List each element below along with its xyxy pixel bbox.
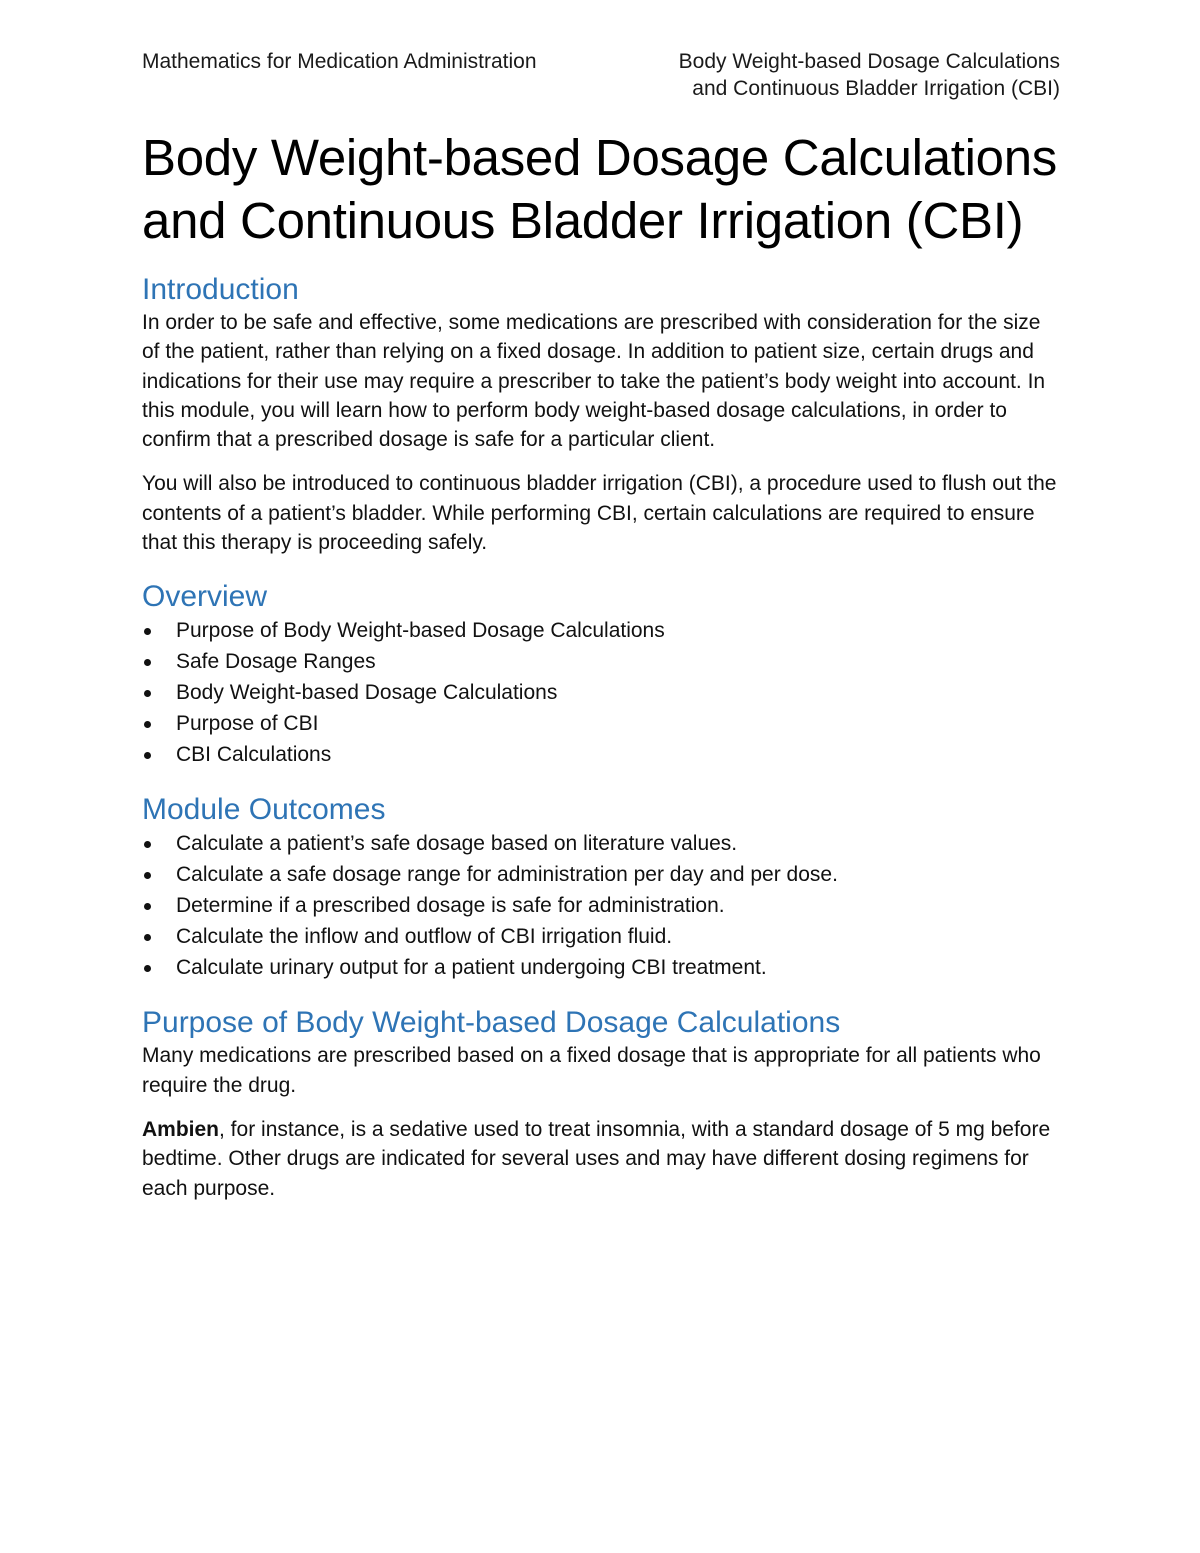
introduction-paragraph-1: In order to be safe and effective, some medications are prescribed with consideration for the size of the patient, rather than relying on a fixed dosage. In addition to patient size, certain drugs and indications for their use may require a prescriber to take the patient’s body weight into account. In this module, you will learn how to perform body weight-based dosage calculations, in order to confirm that a prescribed dosage is safe for a particular client. (142, 311, 1046, 452)
overview-section (142, 579, 1060, 770)
list-item: CBI Calculations (142, 739, 1060, 770)
list-item: Calculate a safe dosage range for administration per day and per dose. (142, 859, 1060, 890)
module-outcomes-heading: Module Outcomes (142, 793, 386, 827)
header-course-title: Mathematics for Medication Administration (142, 50, 537, 73)
running-header (142, 48, 1060, 102)
header-module-title-line2: and Continuous Bladder Irrigation (CBI) (692, 77, 1060, 100)
list-item: Calculate urinary output for a patient undergoing CBI treatment. (142, 952, 1060, 983)
purpose-paragraph-1: Many medications are prescribed based on a fixed dosage that is appropriate for all patients who require the drug. (142, 1044, 1041, 1097)
purpose-section (142, 1005, 1060, 1202)
list-item: Calculate the inflow and outflow of CBI irrigation fluid. (142, 921, 1060, 952)
list-item: Safe Dosage Ranges (142, 646, 1060, 677)
list-item: Purpose of Body Weight-based Dosage Calculations (142, 615, 1060, 646)
module-outcomes-list (142, 828, 1060, 983)
introduction-paragraph-2: You will also be introduced to continuous bladder irrigation (CBI), a procedure used to flush out the contents of a patient’s bladder. While performing CBI, certain calculations are required to ensure that this therapy is proceeding safely. (142, 472, 1057, 555)
drug-name-ambien: Ambien (142, 1117, 220, 1141)
purpose-heading: Purpose of Body Weight-based Dosage Calculations (142, 1006, 841, 1040)
list-item: Body Weight-based Dosage Calculations (142, 677, 1060, 708)
overview-list (142, 615, 1060, 770)
module-outcomes-section (142, 792, 1060, 983)
header-module-title-line1: Body Weight-based Dosage Calculations (678, 50, 1060, 73)
introduction-heading: Introduction (142, 273, 299, 306)
list-item: Purpose of CBI (142, 708, 1060, 739)
document-page (142, 48, 1060, 1203)
introduction-section (142, 272, 1060, 557)
overview-heading: Overview (142, 580, 268, 614)
purpose-paragraph-2-text: , for instance, is a sedative used to treat insomnia, with a standard dosage of 5 mg before bedtime. Other drugs are indicated for several uses and may have different dosing regimens for each purpose. (142, 1117, 1051, 1200)
purpose-paragraph-2 (142, 1115, 1060, 1203)
list-item: Calculate a patient’s safe dosage based on literature values. (142, 828, 1060, 859)
header-module-title (620, 48, 1060, 102)
list-item: Determine if a prescribed dosage is safe for administration. (142, 890, 1060, 921)
page-title: Body Weight-based Dosage Calculations and Continuous Bladder Irrigation (CBI) (142, 129, 1057, 249)
